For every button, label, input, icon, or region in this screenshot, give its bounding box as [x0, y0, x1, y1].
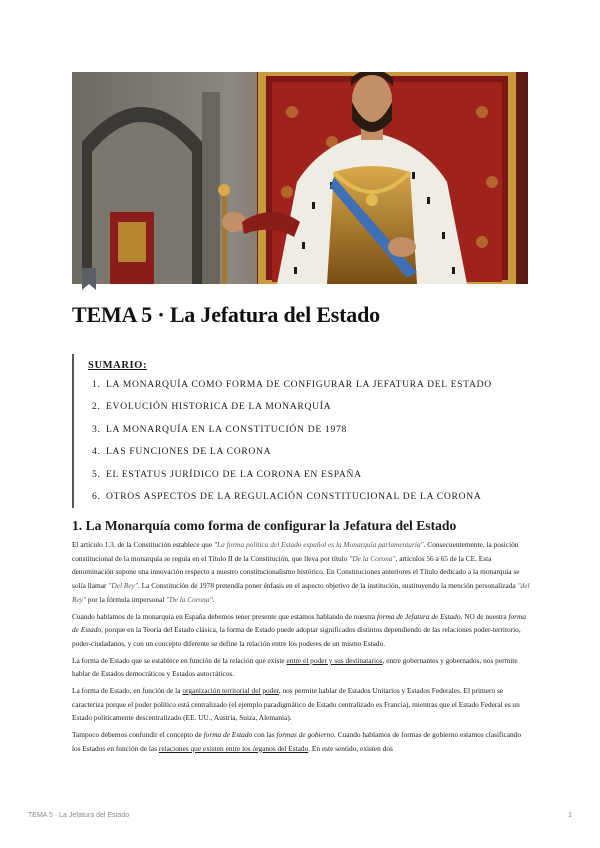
- sumario-item[interactable]: 3. LA MONARQUÍA EN LA CONSTITUCIÓN DE 1978: [92, 423, 348, 435]
- page-title: TEMA 5 · La Jefatura del Estado: [72, 302, 380, 327]
- paragraph: La forma de Estado que se establece en función de la relación que existe entre el poder y sus destinatarios, entre gobernantes y gobernados, nos permite hablar de Estados democráticos y Estados autocráticos.: [72, 655, 518, 679]
- sumario-item[interactable]: 1. LA MONARQUÍA COMO FORMA DE CONFIGURAR LA JEFATURA DEL ESTADO: [92, 379, 492, 390]
- bookmark-icon[interactable]: [82, 268, 96, 290]
- sumario-item[interactable]: 6. OTROS ASPECTOS DE LA REGULACIÓN CONSTITUCIONAL DE LA CORONA: [92, 490, 482, 502]
- page-footer: [28, 812, 572, 819]
- sumario-item[interactable]: 2. EVOLUCIÓN HISTORICA DE LA MONARQUÍA: [92, 401, 332, 413]
- paragraph: Tampoco debemos confundir el concepto de forma de Estado con las formas de gobierno. Cuando hablamos de formas de gobierno estamos clasificando los Estados en función de las relaciones que existen entre los órganos del Estado. En este sentido, existen dos: [72, 730, 522, 753]
- sumario-box: [72, 354, 528, 508]
- hero-image: [72, 72, 528, 284]
- paragraph: Cuando hablamos de la monarquía en España debemos tener presente que estamos hablando de nuestra forma de Jefatura de Estado, NO de nuestra forma de Estado, porque en la Teoría del Estado clásica, la forma de Estado puede adoptar significados distintos dependiendo de las relaciones poder-territorio, poder-ciudadanos, y con un concepto diferente se define la relación entre los poderes de un mismo Estado.: [72, 611, 526, 648]
- sumario-heading: SUMARIO:: [88, 360, 148, 371]
- sumario-item[interactable]: 5. EL ESTATUS JURÍDICO DE LA CORONA EN ESPAÑA: [92, 468, 362, 480]
- paragraph: La forma de Estado, en función de la organización territorial del poder, nos permite hablar de Estados Unitarios y Estados Federales. El primero se caracteriza porque el poder político está centralizado (el ejemplo paradigmático de Estado centralizado es Francia), mientras que el Estado Federal es un Estado políticamente descentralizado (EE. UU., Austria, Suiza, Alemania).: [72, 686, 520, 723]
- footer-title: TEMA 5 · La Jefatura del Estado: [28, 812, 130, 819]
- sumario-list: [88, 378, 528, 512]
- paragraph: El artículo 1.3. de la Constitución establece que "La forma política del Estado español es la Monarquía parlamentaria". Consecuentemente, la posición constitucional de la monarquía se regula en el Título II de la Constitución, que lleva por título "De la Corona", artículos 56 a 65 de la CE. Esta denominación supone una innovación respecto a nuestro constitucionalismo histórico. En Constituciones anteriores el Título dedicado a la monarquía se solía llamar "Del Rey". La Constitución de 1978 pretendía poner énfasis en el aspecto objetivo de la institución, sustituyendo la mención personalizada "del Rey" por la fórmula impersonal "De la Corona".: [72, 540, 530, 604]
- sumario-item[interactable]: 4. LAS FUNCIONES DE LA CORONA: [92, 446, 272, 458]
- page-number: 1: [568, 812, 572, 819]
- section-heading: 1. La Monarquía como forma de configurar la Jefatura del Estado: [72, 518, 457, 533]
- body-text: [72, 538, 530, 759]
